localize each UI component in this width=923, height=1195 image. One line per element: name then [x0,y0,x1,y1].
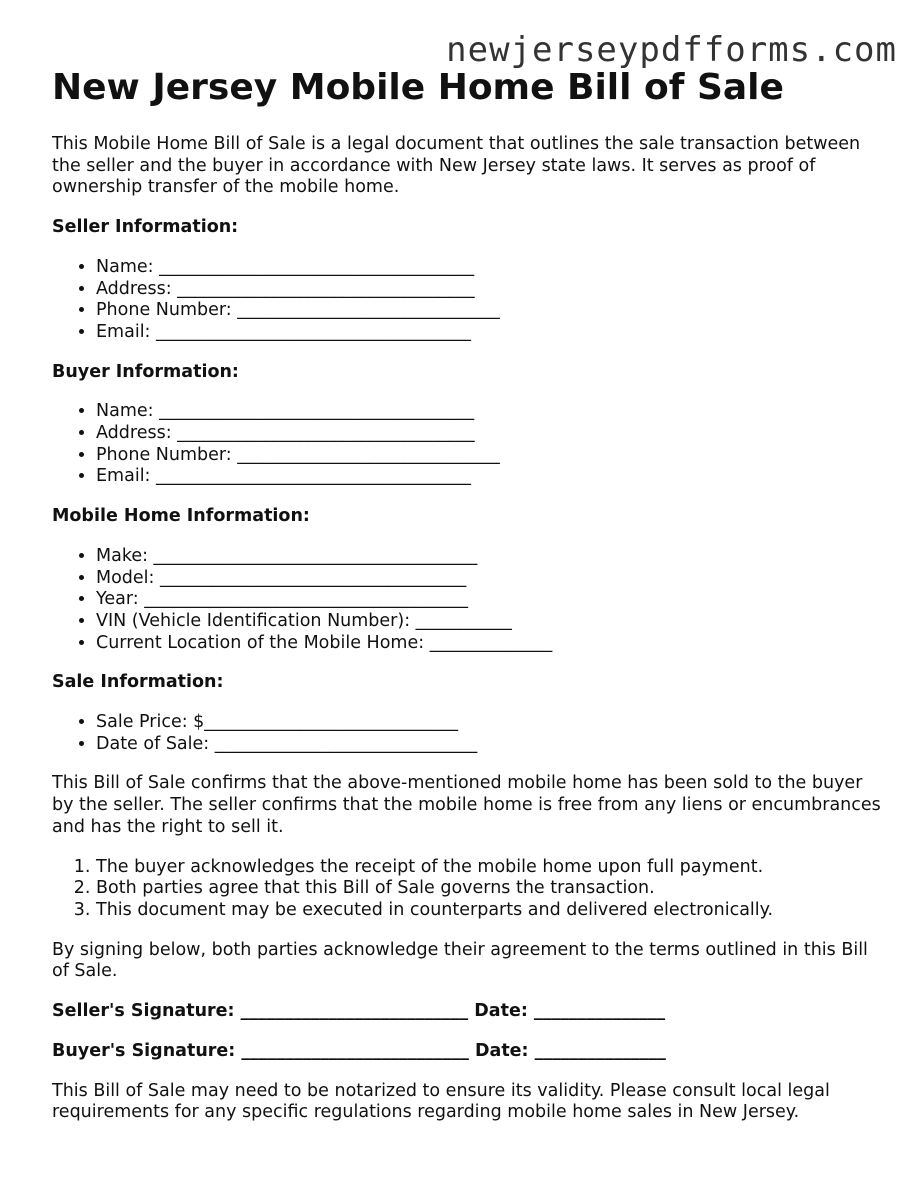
term-item: 1. The buyer acknowledges the receipt of the mobile home upon full payment. [96,857,882,879]
confirmation-paragraph: This Bill of Sale confirms that the above-mentioned mobile home has been sold to the buyer by the seller. The seller confirms that the mobile home is free from any liens or encumbrances and has the right to sell it. [52,773,881,837]
seller-signature-line [52,1001,882,1023]
document-body [52,66,882,1124]
seller-signature-date: Date: _______________ [474,1001,666,1022]
sale-field-list [52,712,882,755]
term-item: 3. This document may be executed in counterparts and delivered electronically. [96,900,882,922]
buyer-name-field: • Name: ____________________________________ [96,401,882,423]
vin-field: • VIN (Vehicle Identification Number): ___________ [96,611,882,633]
model-field: • Model: ___________________________________ [96,568,882,590]
page-title: New Jersey Mobile Home Bill of Sale [52,67,784,108]
intro-paragraph: This Mobile Home Bill of Sale is a legal document that outlines the sale transaction between the seller and the buyer in accordance with New Jersey state laws. It serves as proof of ownership transfer of the mobile home. [52,134,861,198]
buyer-email-field: • Email: ____________________________________ [96,466,882,488]
buyer-section-heading: Buyer Information: [52,361,239,382]
buyer-signature-line [52,1041,882,1063]
sale-date-field: • Date of Sale: ______________________________ [96,734,882,756]
terms-list [52,857,882,922]
buyer-phone-field: • Phone Number: ______________________________ [96,445,882,467]
buyer-signature-date: Date: _______________ [474,1040,666,1061]
agreement-paragraph: By signing below, both parties acknowledge their agreement to the terms outlined in this Bill of Sale. [52,939,868,982]
buyer-address-field: • Address: __________________________________ [96,423,882,445]
seller-email-field: • Email: ____________________________________ [96,322,882,344]
buyer-field-list [52,401,882,488]
seller-name-field: • Name: ____________________________________ [96,257,882,279]
seller-signature-label: Seller's Signature: __________________________ [52,1001,469,1022]
location-field: • Current Location of the Mobile Home: ______________ [96,633,882,655]
year-field: • Year: _____________________________________ [96,589,882,611]
term-item: 2. Both parties agree that this Bill of Sale governs the transaction. [96,878,882,900]
sale-section-heading: Sale Information: [52,672,224,693]
watermark: newjerseypdfforms.com [446,30,897,70]
seller-field-list [52,257,882,344]
seller-address-field: • Address: __________________________________ [96,279,882,301]
buyer-signature-label: Buyer's Signature: __________________________ [52,1040,469,1061]
seller-phone-field: • Phone Number: ______________________________ [96,300,882,322]
mobile-home-field-list [52,546,882,655]
sale-price-field: • Sale Price: $_____________________________ [96,712,882,734]
make-field: • Make: _____________________________________ [96,546,882,568]
notarization-paragraph: This Bill of Sale may need to be notarized to ensure its validity. Please consult local legal requirements for any specific regulations regarding mobile home sales in New Jersey. [52,1080,830,1123]
mobile-home-section-heading: Mobile Home Information: [52,506,310,527]
seller-section-heading: Seller Information: [52,217,239,238]
